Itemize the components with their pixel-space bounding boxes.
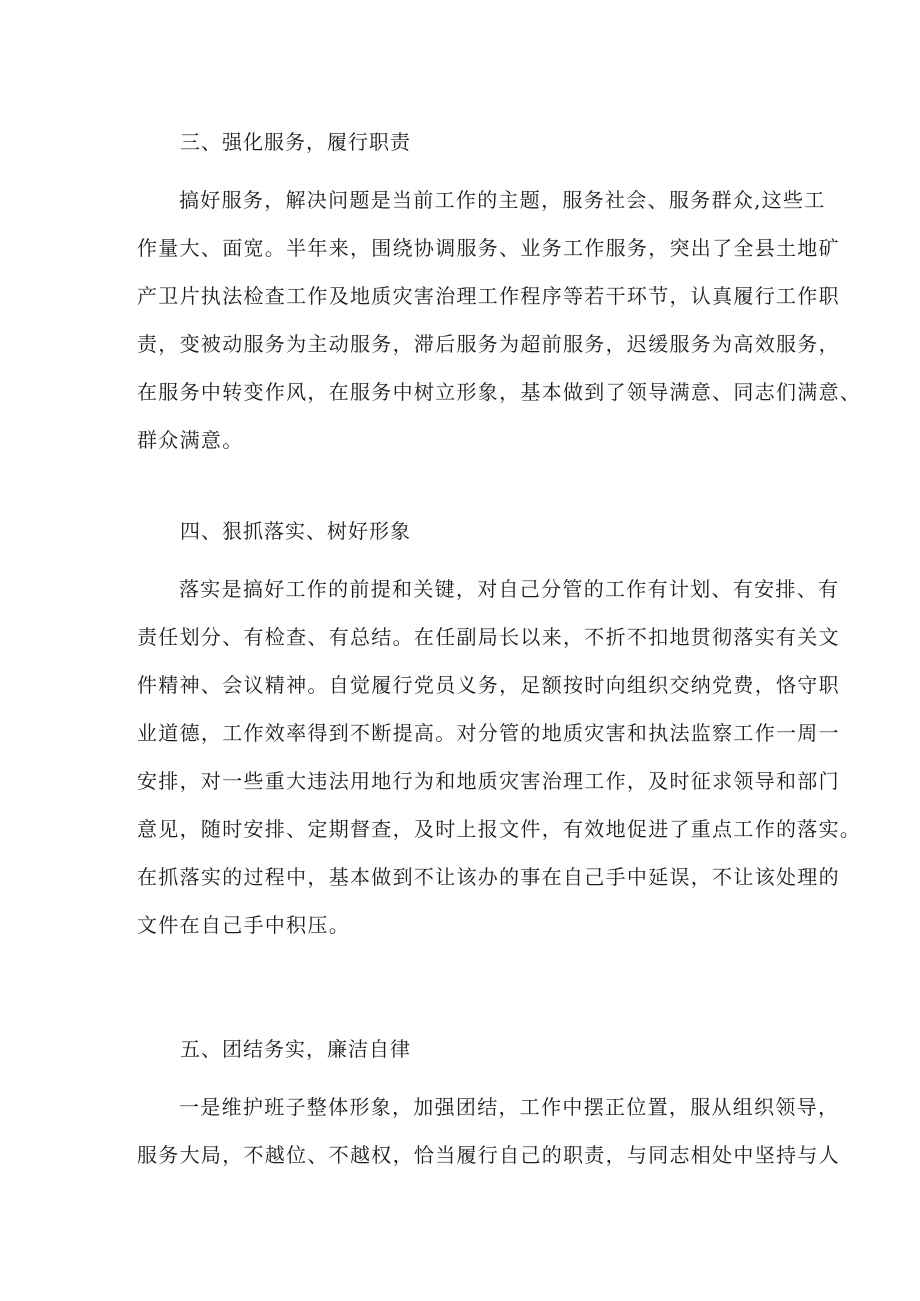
- paragraph-line: 业道德，工作效率得到不断提高。对分管的地质灾害和执法监察工作一周一: [137, 721, 840, 745]
- paragraph-line: 作量大、面宽。半年来，围绕协调服务、业务工作服务，突出了全县土地矿: [137, 236, 840, 260]
- paragraph-line: 群众满意。: [137, 428, 244, 452]
- paragraph-line: 在抓落实的过程中，基本做到不让该办的事在自己手中延误，不让该处理的: [137, 865, 840, 889]
- paragraph-line: 搞好服务，解决问题是当前工作的主题，服务社会、服务群众,这些工: [179, 188, 826, 212]
- paragraph-line: 产卫片执法检查工作及地质灾害治理工作程序等若干环节，认真履行工作职: [137, 284, 840, 308]
- section-5-heading: 五、团结务实，廉洁自律: [180, 1037, 411, 1061]
- paragraph-line: 安排，对一些重大违法用地行为和地质灾害治理工作，及时征求领导和部门: [137, 769, 840, 793]
- paragraph-line: 责，变被动服务为主动服务，滞后服务为超前服务，迟缓服务为高效服务，: [137, 332, 840, 356]
- section-4-heading: 四、狠抓落实、树好形象: [180, 519, 411, 543]
- paragraph-line: 落实是搞好工作的前提和关键，对自己分管的工作有计划、有安排、有: [179, 577, 840, 601]
- paragraph-line: 责任划分、有检查、有总结。在任副局长以来，不折不扣地贯彻落实有关文: [137, 625, 840, 649]
- paragraph-line: 服务大局，不越位、不越权，恰当履行自己的职责，与同志相处中坚持与人: [137, 1143, 840, 1167]
- section-5-paragraph: [137, 1083, 840, 1179]
- paragraph-line: 意见，随时安排、定期督查，及时上报文件，有效地促进了重点工作的落实。: [137, 817, 862, 841]
- paragraph-line: 文件在自己手中积压。: [137, 913, 350, 937]
- section-4-paragraph: [137, 565, 862, 949]
- section-3-paragraph: [137, 176, 862, 464]
- section-3-heading: 三、强化服务，履行职责: [180, 130, 411, 154]
- paragraph-line: 件精神、会议精神。自觉履行党员义务，足额按时向组织交纳党费，恪守职: [137, 673, 840, 697]
- paragraph-line: 在服务中转变作风，在服务中树立形象，基本做到了领导满意、同志们满意、: [137, 380, 862, 404]
- paragraph-line: 一是维护班子整体形象，加强团结，工作中摆正位置，服从组织领导，: [179, 1095, 840, 1119]
